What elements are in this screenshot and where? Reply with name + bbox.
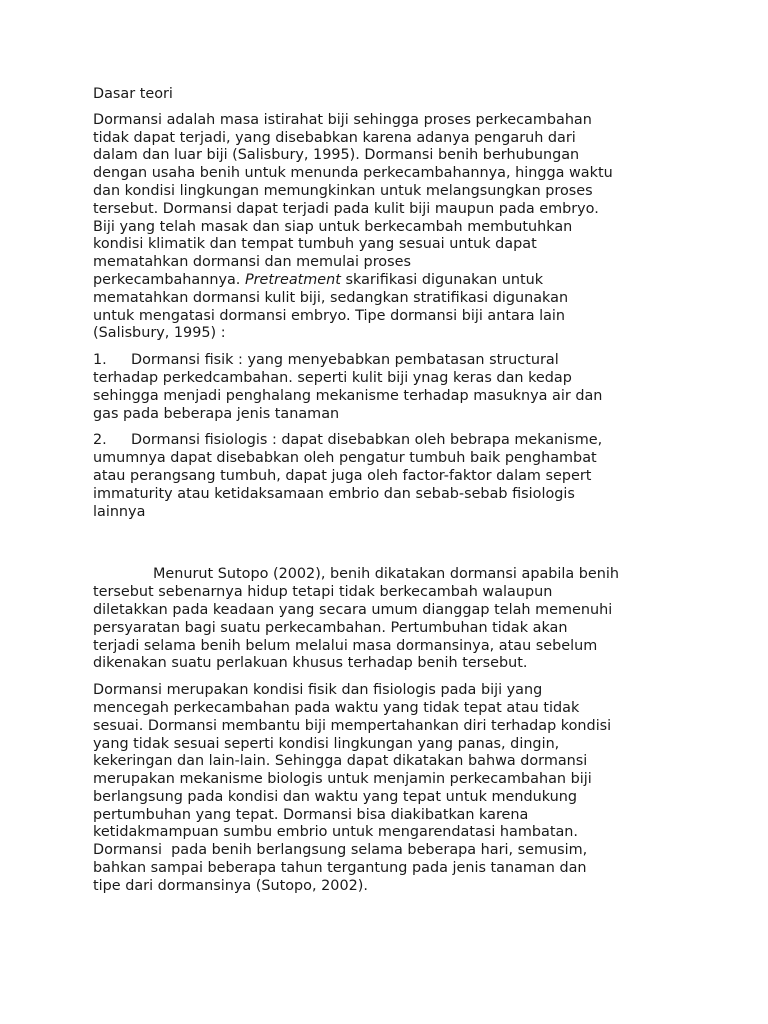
paragraph-menurut-sutopo	[93, 566, 693, 673]
text-line: mematahkan dormansi kulit biji, sedangkan stratifikasi digunakan	[93, 289, 569, 306]
text-line: dikenakan suatu perlakuan khusus terhadap benih tersebut.	[93, 655, 528, 672]
text-line: Dormansi pada benih berlangsung selama beberapa hari, semusim,	[93, 842, 588, 859]
text-line: berlangsung pada kondisi dan waktu yang tepat untuk mendukung	[93, 788, 578, 805]
text-line: untuk mengatasi dormansi embryo. Tipe dormansi biji antara lain	[93, 307, 566, 324]
italic-term: Pretreatment	[244, 271, 341, 288]
document-page	[93, 86, 693, 896]
text-segment: Dormansi fisik : yang menyebabkan pembatasan structural	[131, 352, 559, 369]
text-line: merupakan mekanisme biologis untuk menjamin perkecambahan biji	[93, 771, 592, 788]
title-text: Dasar teori	[93, 86, 173, 102]
document-title	[93, 86, 693, 104]
text-line: Dormansi merupakan kondisi fisik dan fisiologis pada biji yang	[93, 682, 543, 699]
text-line: pertumbuhan yang tepat. Dormansi bisa diakibatkan karena	[93, 806, 529, 823]
text-line: ketidakmampuan sumbu embrio untuk mengarendatasi hambatan.	[93, 824, 578, 841]
text-line: lainnya	[93, 503, 146, 520]
list-item-first-line	[93, 352, 693, 370]
text-line: kekeringan dan lain-lain. Sehingga dapat dikatakan bahwa dormansi	[93, 753, 588, 770]
text-segment: perkecambahannya.	[93, 271, 245, 288]
text-line: dengan usaha benih untuk menunda perkecambahannya, hingga waktu	[93, 165, 613, 182]
text-line: tipe dari dormansinya (Sutopo, 2002).	[93, 877, 368, 894]
text-line: kondisi klimatik dan tempat tumbuh yang sesuai untuk dapat	[93, 236, 537, 253]
list-number: 1.	[93, 352, 107, 369]
list-item-dormansi-fisiologis	[93, 432, 693, 521]
text-line: (Salisbury, 1995) :	[93, 325, 226, 342]
text-segment: Dormansi fisiologis : dapat disebabkan oleh bebrapa mekanisme,	[131, 432, 603, 449]
text-line: Biji yang telah masak dan siap untuk berkecambah membutuhkan	[93, 218, 573, 235]
text-line: umumnya dapat disebabkan oleh pengatur tumbuh baik penghambat	[93, 450, 597, 467]
text-line: Dormansi adalah masa istirahat biji sehingga proses perkecambahan	[93, 111, 592, 128]
text-line-indented	[93, 566, 693, 584]
text-line: tersebut. Dormansi dapat terjadi pada kulit biji maupun pada embryo.	[93, 200, 599, 217]
list-item-first-line	[93, 432, 693, 450]
text-line: bahkan sampai beberapa tahun tergantung pada jenis tanaman dan	[93, 860, 587, 877]
text-line: terjadi selama benih belum melalui masa dormansinya, atau sebelum	[93, 637, 598, 654]
text-line: mematahkan dormansi dan memulai proses	[93, 254, 411, 271]
paragraph-dormansi-kondisi	[93, 682, 693, 896]
list-number: 2.	[93, 432, 107, 449]
text-line: tidak dapat terjadi, yang disebabkan karena adanya pengaruh dari	[93, 129, 576, 146]
text-line: gas pada beberapa jenis tanaman	[93, 405, 340, 422]
text-line: sesuai. Dormansi membantu biji mempertahankan diri terhadap kondisi	[93, 717, 612, 734]
text-line: yang tidak sesuai seperti kondisi lingkungan yang panas, dingin,	[93, 735, 560, 752]
text-line: diletakkan pada keadaan yang secara umum dianggap telah memenuhi	[93, 601, 613, 618]
paragraph-dormansi-definition	[93, 112, 693, 343]
text-line: dan kondisi lingkungan memungkinkan untuk melangsungkan proses	[93, 182, 593, 199]
text-line-mixed	[93, 272, 693, 290]
text-line: sehingga menjadi penghalang mekanisme terhadap masuknya air dan	[93, 387, 603, 404]
text-segment: skarifikasi digunakan untuk	[340, 271, 544, 288]
list-item-dormansi-fisik	[93, 352, 693, 423]
text-line: dalam dan luar biji (Salisbury, 1995). Dormansi benih berhubungan	[93, 147, 580, 164]
text-line: immaturity atau ketidaksamaan embrio dan sebab-sebab fisiologis	[93, 485, 575, 502]
text-segment: Menurut Sutopo (2002), benih dikatakan dormansi apabila benih	[153, 566, 620, 583]
text-line: terhadap perkedcambahan. seperti kulit biji ynag keras dan kedap	[93, 369, 572, 386]
text-line: tersebut sebenarnya hidup tetapi tidak berkecambah walaupun	[93, 584, 553, 601]
text-line: persyaratan bagi suatu perkecambahan. Pertumbuhan tidak akan	[93, 619, 568, 636]
text-line: mencegah perkecambahan pada waktu yang tidak tepat atau tidak	[93, 699, 580, 716]
text-line: atau perangsang tumbuh, dapat juga oleh factor-faktor dalam sepert	[93, 467, 592, 484]
